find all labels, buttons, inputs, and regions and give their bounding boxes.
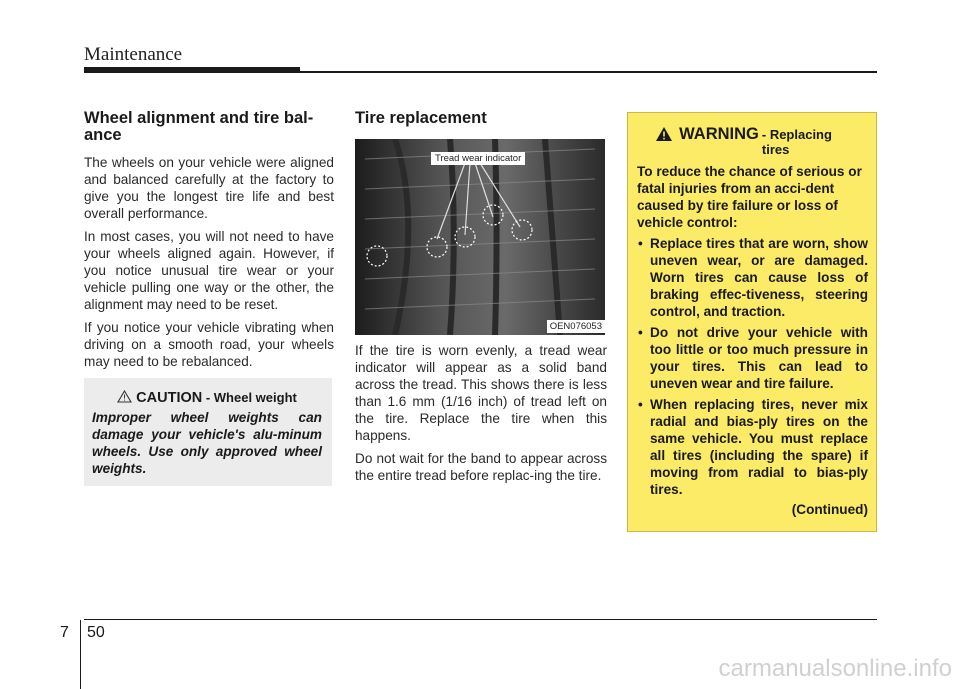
- warning-item-text: When replacing tires, never mix radial and bias-ply tires on the same vehicle. You must replace all tires (including the spare) if moving from radial to bias-ply tires.: [650, 397, 868, 497]
- warning-continued: (Continued): [791, 502, 868, 517]
- figure-code: OEN076053: [547, 320, 605, 333]
- bullet-icon: •: [638, 325, 643, 340]
- page-number: 50: [87, 624, 105, 641]
- warning-item: [637, 235, 868, 320]
- warning-item-text: Do not drive your vehicle with too little or too much pressure in your tires. This can lead to uneven wear and tire failure.: [650, 325, 868, 391]
- caution-triangle-icon: [117, 390, 136, 406]
- warning-item: [637, 324, 868, 392]
- chapter-number: 7: [60, 624, 69, 641]
- watermark: carmanualsonline.info: [718, 655, 952, 682]
- replacement-text: [355, 342, 607, 490]
- caution-subject: - Wheel weight: [202, 390, 297, 405]
- caution-header: [92, 390, 322, 406]
- header-bar: [84, 67, 300, 73]
- footer-divider: [80, 620, 81, 689]
- replacement-section: [355, 110, 607, 137]
- tire-tread-figure: [355, 139, 605, 335]
- header-title: Maintenance: [84, 44, 183, 65]
- alignment-paragraph: The wheels on your vehicle were aligned and balanced carefully at the factory to give you the longest tire life and best overall performance.: [84, 155, 334, 221]
- warning-item-text: Replace tires that are worn, show uneven wear, or are damaged. Worn tires can cause loss of braking effec-tiveness, steering control, and traction.: [650, 236, 868, 319]
- bullet-icon: •: [638, 236, 643, 251]
- caution-word: CAUTION: [136, 390, 203, 406]
- warning-item: [637, 396, 868, 498]
- warning-subject: - Replacing tires: [761, 127, 832, 157]
- caution-text: Improper wheel weights can damage your vehicle's alu-minum wheels. Use only approved wheel weights.: [92, 410, 322, 476]
- bullet-icon: •: [638, 397, 643, 412]
- alignment-paragraph: If you notice your vehicle vibrating when driving on a smooth road, your wheels may need to be rebalanced.: [84, 320, 334, 369]
- warning-box: [627, 112, 877, 532]
- alignment-heading: Wheel alignment and tire bal-ance: [84, 109, 314, 144]
- footer-rule: [84, 619, 877, 620]
- warning-word: WARNING: [679, 125, 759, 143]
- replacement-heading: Tire replacement: [355, 109, 487, 127]
- warning-header: [637, 125, 868, 157]
- warning-list: [637, 235, 868, 498]
- alignment-section: [84, 110, 334, 376]
- tread-wear-indicator-label: Tread wear indicator: [431, 152, 525, 165]
- caution-box: [84, 378, 332, 486]
- warning-triangle-icon: [655, 125, 673, 147]
- warning-intro: To reduce the chance of serious or fatal injuries from an acci-dent caused by tire failure or loss of vehicle control:: [637, 164, 862, 230]
- alignment-paragraph: In most cases, you will not need to have your wheels aligned again. However, if you notice unusual tire wear or your vehicle pulling one way or the other, the alignment may need to be reset.: [84, 229, 334, 312]
- tire-tread-image: [355, 139, 605, 335]
- replacement-paragraph: If the tire is worn evenly, a tread wear indicator will appear as a solid band across the tread. This shows there is less than 1.6 mm (1/16 inch) of tread left on the tire. Replace the tire when this happens.: [355, 343, 607, 443]
- replacement-paragraph: Do not wait for the band to appear across the entire tread before replac-ing the tire.: [355, 451, 607, 483]
- header-rule: [300, 71, 877, 73]
